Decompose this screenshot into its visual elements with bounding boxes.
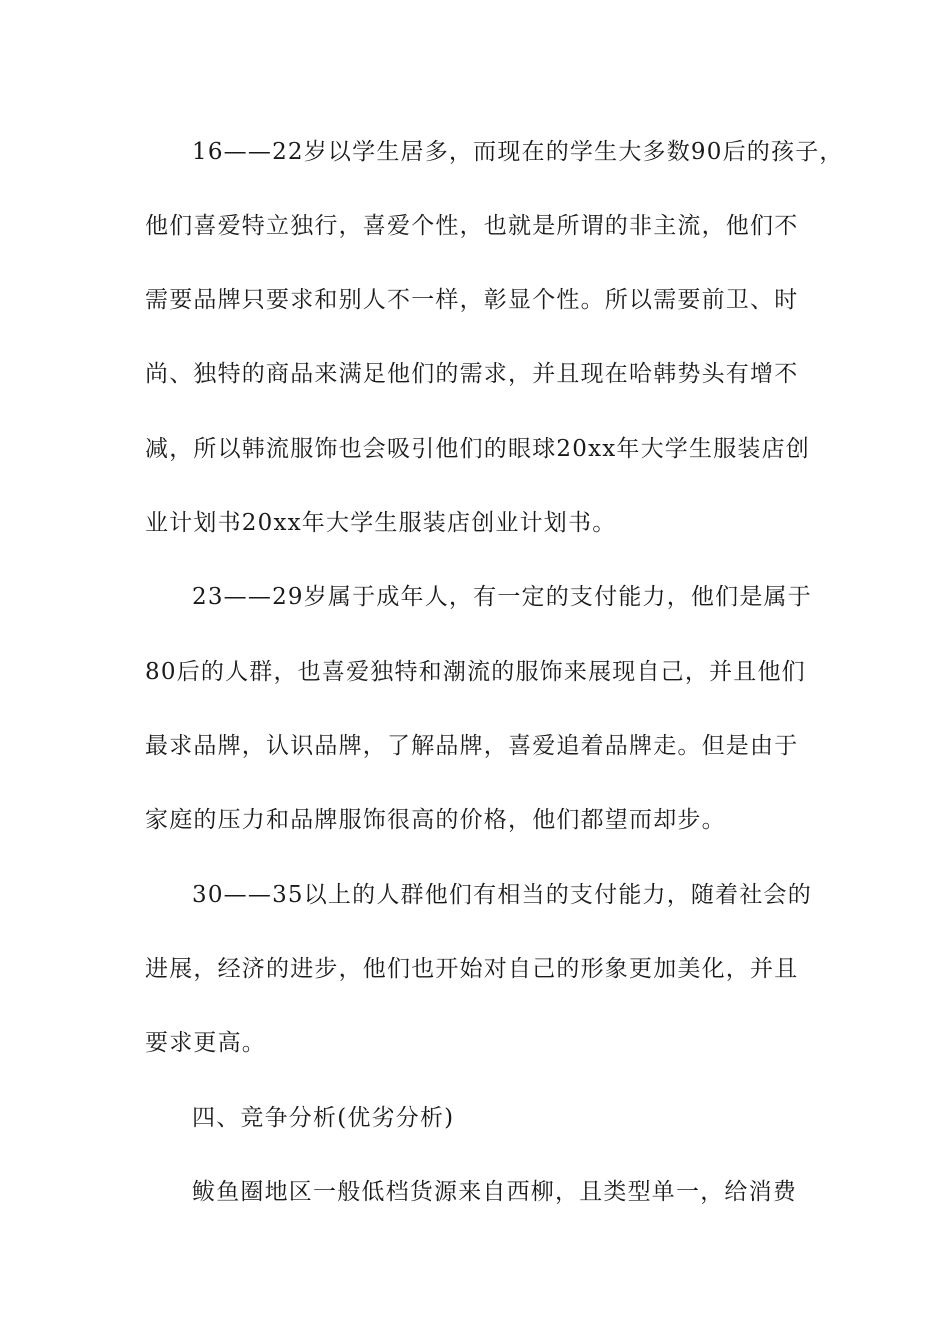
- paragraph-line: 尚、独特的商品来满足他们的需求，并且现在哈韩势头有增不: [145, 361, 799, 387]
- paragraph-line: 最求品牌，认识品牌，了解品牌，喜爱追着品牌走。但是由于: [145, 733, 799, 759]
- paragraph-line: 减，所以韩流服饰也会吸引他们的眼球20xx年大学生服装店创: [145, 436, 811, 462]
- section-heading: 四、竞争分析(优劣分析): [192, 1105, 455, 1131]
- paragraph-line: 鲅鱼圈地区一般低档货源来自西柳，且类型单一，给消费: [192, 1179, 797, 1205]
- paragraph-line: 他们喜爱特立独行，喜爱个性，也就是所谓的非主流，他们不: [145, 213, 799, 239]
- paragraph-line: 业计划书20xx年大学生服装店创业计划书。: [145, 510, 617, 536]
- paragraph-line: 进展，经济的进步，他们也开始对自己的形象更加美化，并且: [145, 956, 799, 982]
- paragraph-line: 23——29岁属于成年人，有一定的支付能力，他们是属于: [192, 584, 812, 610]
- paragraph-line: 16——22岁以学生居多，而现在的学生大多数90后的孩子，: [192, 139, 844, 165]
- paragraph-line: 要求更高。: [145, 1030, 266, 1056]
- paragraph-line: 需要品牌只要求和别人不一样，彰显个性。所以需要前卫、时: [145, 287, 799, 313]
- paragraph-line: 30——35以上的人群他们有相当的支付能力，随着社会的: [192, 882, 812, 908]
- paragraph-line: 80后的人群，也喜爱独特和潮流的服饰来展现自己，并且他们: [145, 659, 806, 685]
- paragraph-line: 家庭的压力和品牌服饰很高的价格，他们都望而却步。: [145, 807, 726, 833]
